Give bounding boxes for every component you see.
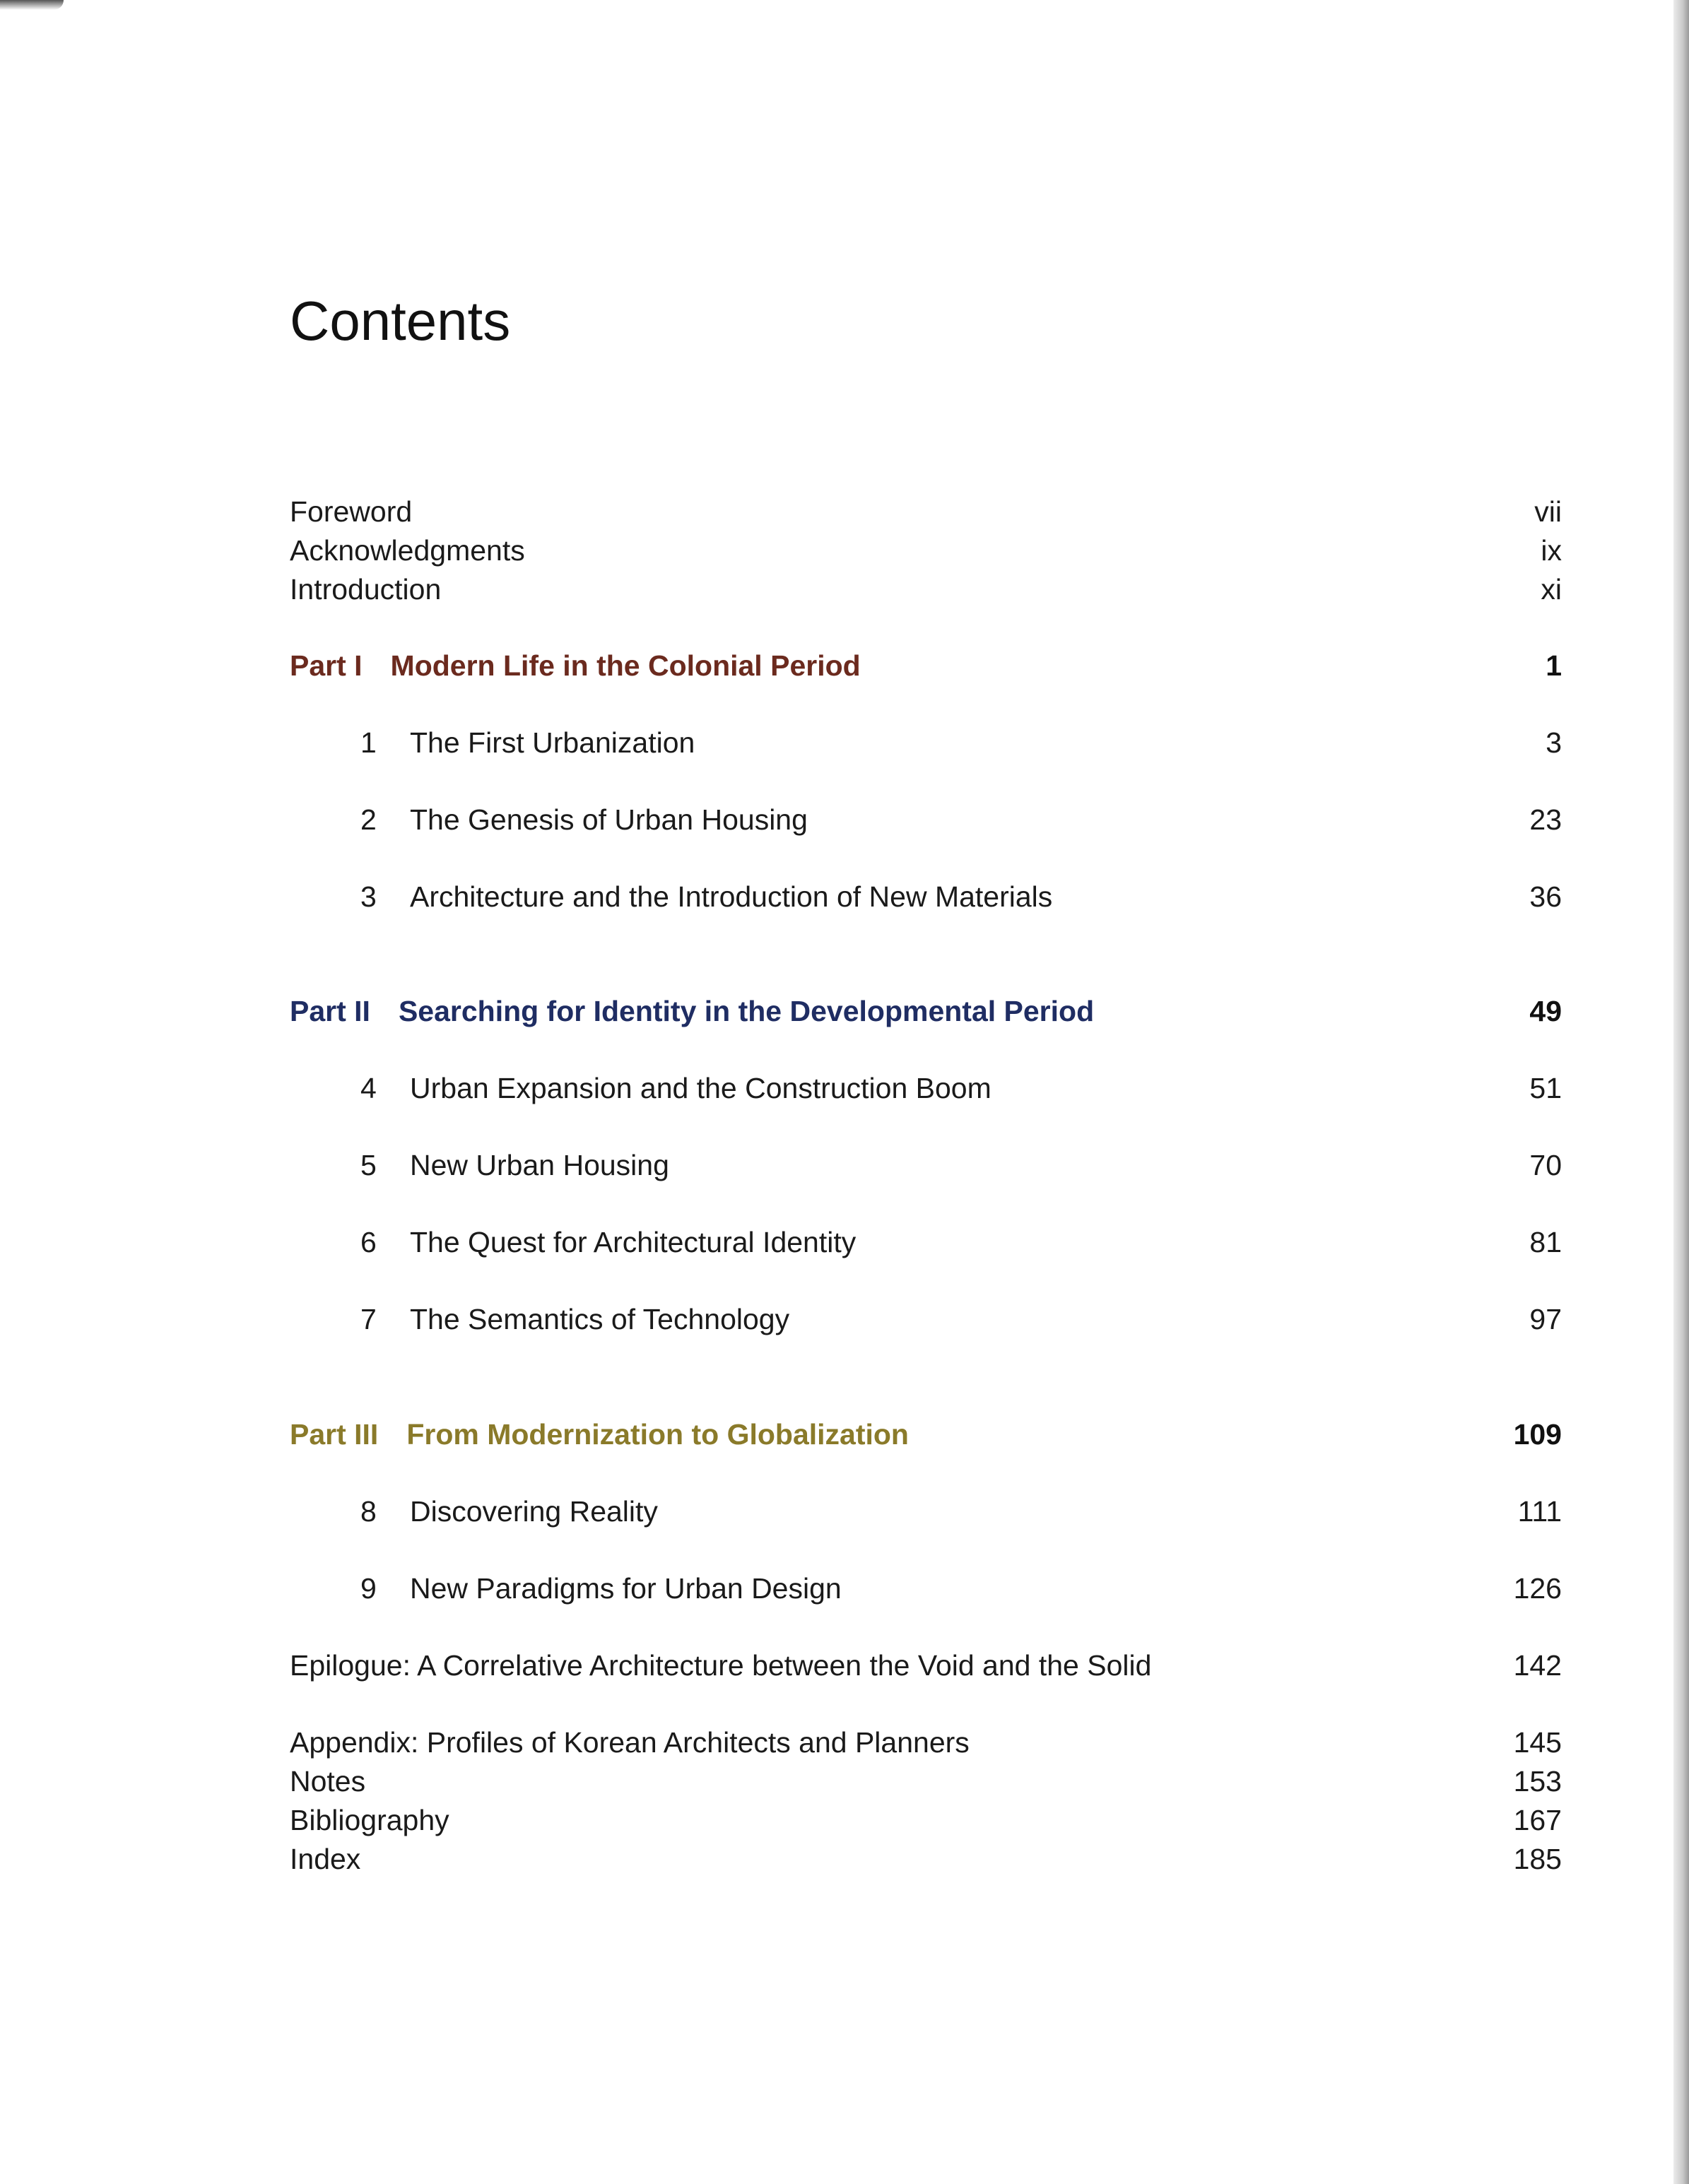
toc-entry-page: vii: [1534, 495, 1562, 528]
toc-entry-label: Acknowledgments: [290, 534, 525, 567]
chapter-number: 7: [360, 1303, 377, 1335]
toc-entry-page: 3: [1546, 726, 1562, 759]
toc-part-3[interactable]: [290, 1417, 1562, 1452]
toc-entry-page: 185: [1513, 1843, 1562, 1875]
toc-chapter-5[interactable]: [290, 1148, 1562, 1183]
toc-entry-label: Epilogue: A Correlative Architecture between the Void and the Solid: [290, 1649, 1152, 1682]
toc-entry-label: Appendix: Profiles of Korean Architects and Planners: [290, 1726, 970, 1759]
toc-chapter-4[interactable]: [290, 1071, 1562, 1106]
chapter-title: Urban Expansion and the Construction Boom: [410, 1072, 991, 1104]
chapter-number: 8: [360, 1495, 377, 1528]
toc-part-2[interactable]: [290, 994, 1562, 1029]
chapter-number: 1: [360, 726, 377, 759]
page-title: Contents: [290, 290, 511, 352]
toc-chapter-6[interactable]: [290, 1225, 1562, 1260]
chapter-number: 9: [360, 1572, 377, 1605]
table-of-contents: [290, 0, 1562, 2184]
part-title: Searching for Identity in the Developmental Period: [398, 995, 1095, 1027]
toc-chapter-8[interactable]: [290, 1494, 1562, 1529]
chapter-title: New Paradigms for Urban Design: [410, 1572, 842, 1605]
chapter-number: 5: [360, 1149, 377, 1181]
toc-entry-page: 70: [1529, 1149, 1562, 1181]
toc-entry-label: Bibliography: [290, 1804, 449, 1836]
toc-chapter-3[interactable]: [290, 880, 1562, 914]
toc-entry-epilogue[interactable]: [290, 1648, 1562, 1683]
toc-entry-label: Index: [290, 1843, 361, 1875]
toc-entry-notes[interactable]: [290, 1764, 1562, 1799]
toc-chapter-1[interactable]: [290, 726, 1562, 760]
toc-entry-page: ix: [1541, 534, 1562, 567]
toc-entry-introduction[interactable]: [290, 572, 1562, 607]
toc-entry-bibliography[interactable]: [290, 1803, 1562, 1838]
toc-entry-page: 145: [1513, 1726, 1562, 1759]
toc-entry-acknowledgments[interactable]: [290, 533, 1562, 568]
chapter-title: The Genesis of Urban Housing: [410, 803, 808, 836]
toc-chapter-9[interactable]: [290, 1571, 1562, 1606]
toc-entry-foreword[interactable]: [290, 495, 1562, 529]
chapter-title: The Quest for Architectural Identity: [410, 1226, 857, 1258]
toc-entry-page: 51: [1529, 1072, 1562, 1104]
chapter-number: 4: [360, 1072, 377, 1104]
part-title: Modern Life in the Colonial Period: [390, 649, 861, 682]
part-label: Part II: [290, 995, 370, 1027]
chapter-title: Architecture and the Introduction of New Materials: [410, 880, 1053, 913]
toc-entry-page: 23: [1529, 803, 1562, 836]
toc-entry-page: 1: [1546, 649, 1562, 682]
toc-chapter-7[interactable]: [290, 1302, 1562, 1337]
part-label: Part I: [290, 649, 363, 682]
chapter-title: The First Urbanization: [410, 726, 695, 759]
part-title: From Modernization to Globalization: [406, 1418, 909, 1451]
toc-entry-page: 81: [1529, 1226, 1562, 1258]
toc-chapter-2[interactable]: [290, 803, 1562, 837]
toc-entry-label: Introduction: [290, 573, 442, 606]
toc-entry-page: 109: [1513, 1418, 1562, 1451]
toc-entry-label: Notes: [290, 1765, 366, 1798]
page-edge-shadow: [1673, 0, 1689, 2184]
chapter-number: 2: [360, 803, 377, 836]
toc-entry-page: 111: [1517, 1495, 1562, 1528]
chapter-title: The Semantics of Technology: [410, 1303, 790, 1335]
chapter-title: New Urban Housing: [410, 1149, 669, 1181]
toc-entry-page: xi: [1541, 573, 1562, 606]
toc-entry-page: 126: [1513, 1572, 1562, 1605]
chapter-title: Discovering Reality: [410, 1495, 658, 1528]
toc-entry-appendix[interactable]: [290, 1725, 1562, 1760]
toc-entry-label: Foreword: [290, 495, 413, 528]
toc-entry-page: 142: [1513, 1649, 1562, 1682]
chapter-number: 3: [360, 880, 377, 913]
scan-mark: [0, 0, 64, 10]
toc-entry-page: 36: [1529, 880, 1562, 913]
toc-entry-page: 167: [1513, 1804, 1562, 1836]
toc-part-1[interactable]: [290, 649, 1562, 683]
toc-entry-page: 153: [1513, 1765, 1562, 1798]
toc-entry-page: 97: [1529, 1303, 1562, 1335]
toc-entry-index[interactable]: [290, 1842, 1562, 1877]
chapter-number: 6: [360, 1226, 377, 1258]
part-label: Part III: [290, 1418, 379, 1451]
toc-entry-page: 49: [1529, 995, 1562, 1027]
